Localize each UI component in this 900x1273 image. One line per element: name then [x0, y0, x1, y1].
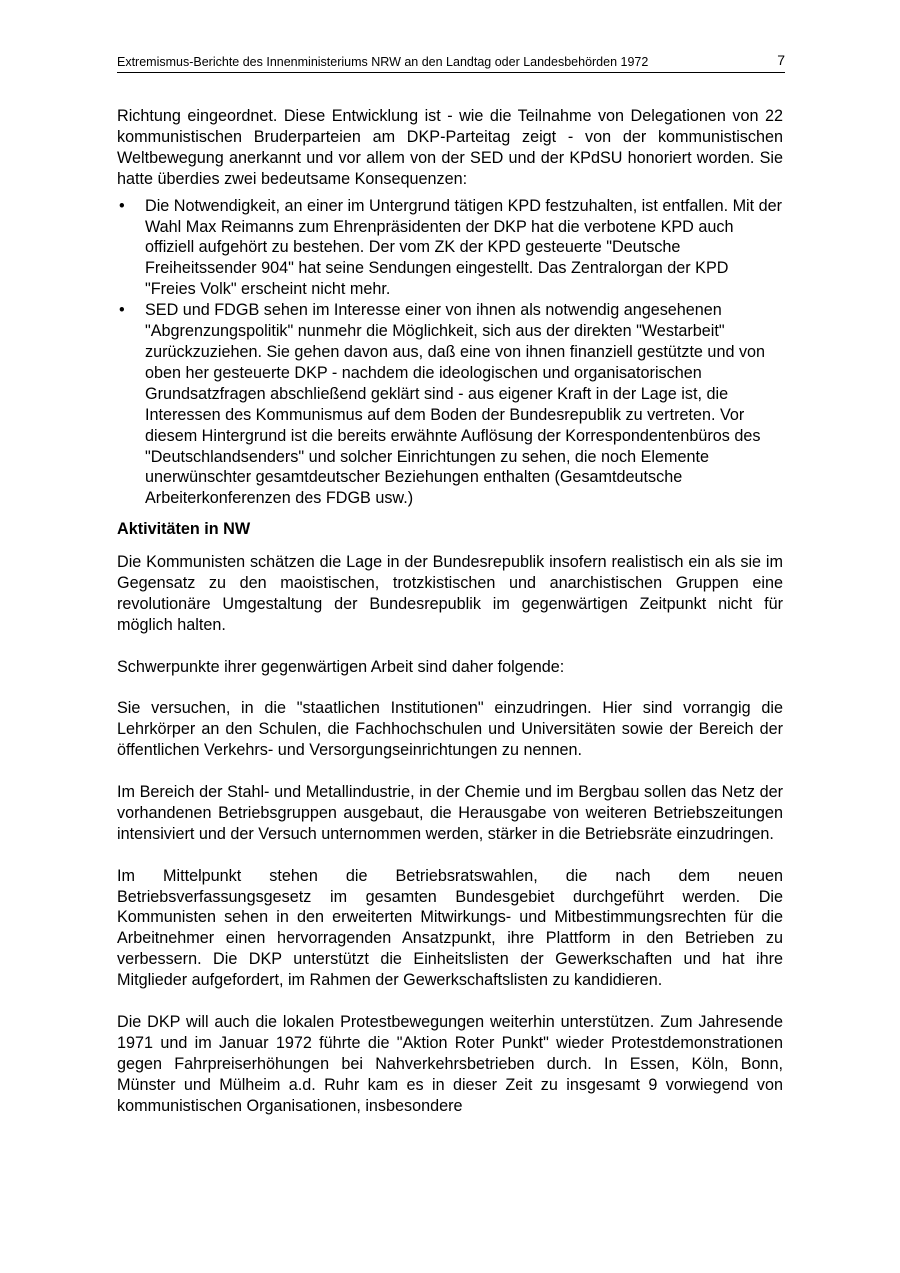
intro-paragraph: Richtung eingeordnet. Diese Entwicklung ist - wie die Teilnahme von Delegationen von 22 kommunistischen Bruderparteien am DKP-Parteitag zeigt - von der kommunistischen Weltbewegung anerkannt und vor allem von der SED und der KPdSU honoriert worden. Sie hatte überdies zwei bedeutsame Konsequenzen: [117, 107, 783, 188]
list-item [117, 300, 783, 509]
paragraph: Schwerpunkte ihrer gegenwärtigen Arbeit sind daher folgende: [117, 657, 565, 676]
list-item-text: Die Notwendigkeit, an einer im Untergrund tätigen KPD festzuhalten, ist entfallen. Mit der Wahl Max Reimanns zum Ehrenpräsidenten der DKP hat die verbotene KPD auch offiziell aufgehört zu bestehen. Der vom ZK der KPD gesteuerte "Deutsche Freiheitssender 904" hat seine Sendungen eingestellt. Das Zentralorgan der KPD "Freies Volk" erscheint nicht mehr. [145, 196, 783, 299]
bullet-marker: • [119, 301, 125, 320]
running-header [117, 54, 785, 73]
paragraph: Im Mittelpunkt stehen die Betriebsratswahlen, die nach dem neuen Betriebsverfassungsgesetz im gesamten Bundesgebiet durchgeführt werden. Die Kommunisten sehen in den erweiterten Mitwirkungs- und Mitbestimmungsrechten für die Arbeitnehmer einen hervorragenden Ansatzpunkt, ihre Plattform in den Betrieben zu verbessern. Die DKP unterstützt die Einheitslisten der Gewerkschaften und hat ihre Mitglieder aufgefordert, im Rahmen der Gewerkschaftslisten zu kandidieren. [117, 866, 783, 990]
paragraph: Die DKP will auch die lokalen Protestbewegungen weiterhin unterstützen. Zum Jahresende 1971 und im Januar 1972 führte die "Aktion Roter Punkt" wieder Protestdemonstrationen gegen Fahrpreiserhöhungen bei Nahverkehrsbetrieben durch. In Essen, Köln, Bonn, Münster und Mülheim a.d. Ruhr kam es in dieser Zeit zu insgesamt 9 vorwiegend von kommunistischen Organisationen, insbesondere [117, 1012, 783, 1115]
consequences-list [117, 196, 783, 510]
list-item [117, 196, 783, 301]
bullet-marker: • [119, 196, 125, 215]
paragraph: Sie versuchen, in die "staatlichen Institutionen" einzudringen. Hier sind vorrangig die Lehrkörper an den Schulen, die Fachhochschulen und Universitäten sowie der Bereich der öffentlichen Verkehrs- und Versorgungseinrichtungen zu nennen. [117, 699, 783, 760]
page-number: 7 [777, 52, 785, 68]
section-heading: Aktivitäten in NW [117, 520, 251, 539]
document-body [117, 106, 783, 1117]
paragraph: Im Bereich der Stahl- und Metallindustrie, in der Chemie und im Bergbau sollen das Netz der vorhandenen Betriebsgruppen ausgebaut, die Herausgabe von weiteren Betriebszeitungen intensiviert und der Versuch unternommen werden, stärker in die Betriebsräte einzudringen. [117, 783, 783, 843]
header-title: Extremismus-Berichte des Innenministeriums NRW an den Landtag oder Landesbehörden 1972 [117, 55, 649, 69]
list-item-text: SED und FDGB sehen im Interesse einer von ihnen als notwendig angesehenen "Abgrenzungspolitik" nunmehr die Möglichkeit, sich aus der direkten "Westarbeit" zurückzuziehen. Sie gehen davon aus, daß eine von ihnen finanziell gestützte und von oben her gesteuerte DKP - nachdem die ideologischen und organisatorischen Grundsatzfragen abschließend geklärt sind - aus eigener Kraft in der Lage ist, die Interessen des Kommunismus auf dem Boden der Bundesrepublik zu vertreten. Vor diesem Hintergrund ist die bereits erwähnte Auflösung der Korrespondentenbüros des "Deutschlandsenders" und solcher Einrichtungen zu sehen, die noch Elemente unerwünschter gesamtdeutscher Beziehungen enthalten (Gesamtdeutsche Arbeiterkonferenzen des FDGB usw.) [145, 301, 766, 508]
paragraph: Die Kommunisten schätzen die Lage in der Bundesrepublik insofern realistisch ein als sie im Gegensatz zu den maoistischen, trotzkistischen und anarchistischen Gruppen eine revolutionäre Umgestaltung der Bundesrepublik im gegenwärtigen Zeitpunkt nicht für möglich halten. [117, 553, 783, 634]
